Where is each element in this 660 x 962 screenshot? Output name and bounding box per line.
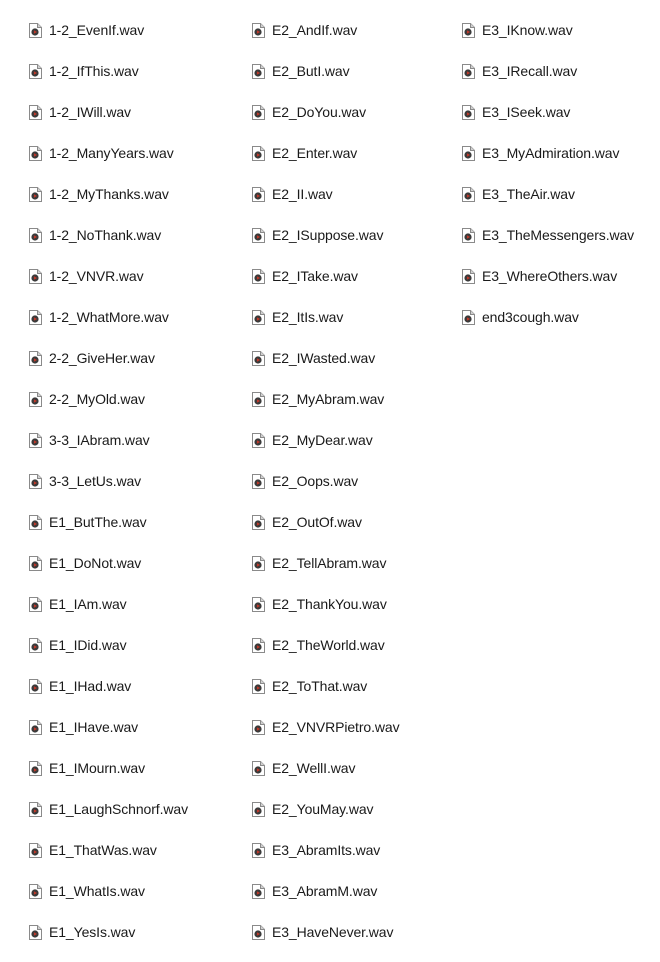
file-item[interactable] — [252, 174, 399, 215]
file-name-label: 1-2_ManyYears.wav — [49, 145, 174, 161]
wav-audio-file-icon — [252, 761, 272, 776]
file-name-label: E2_ToThat.wav — [272, 678, 368, 694]
file-item[interactable] — [462, 133, 634, 174]
wav-audio-file-icon — [29, 638, 49, 653]
file-name-label: 2-2_GiveHer.wav — [49, 350, 155, 366]
file-name-label: 1-2_MyThanks.wav — [49, 186, 169, 202]
file-item[interactable] — [29, 51, 188, 92]
file-name-label: E2_ITake.wav — [272, 268, 358, 284]
wav-audio-file-icon — [29, 310, 49, 325]
file-item[interactable] — [29, 543, 188, 584]
file-item[interactable] — [29, 912, 188, 953]
wav-audio-file-icon — [29, 392, 49, 407]
file-name-label: E2_TellAbram.wav — [272, 555, 387, 571]
file-column-2 — [252, 10, 399, 953]
file-name-label: 3-3_IAbram.wav — [49, 432, 150, 448]
file-item[interactable] — [462, 256, 634, 297]
wav-audio-file-icon — [29, 64, 49, 79]
wav-audio-file-icon — [462, 310, 482, 325]
file-name-label: E1_LaughSchnorf.wav — [49, 801, 188, 817]
file-name-label: 1-2_IfThis.wav — [49, 63, 139, 79]
file-name-label: E2_MyDear.wav — [272, 432, 373, 448]
file-item[interactable] — [252, 215, 399, 256]
file-name-label: E2_IWasted.wav — [272, 350, 376, 366]
file-name-label: E2_II.wav — [272, 186, 333, 202]
file-item[interactable] — [29, 10, 188, 51]
file-item[interactable] — [29, 502, 188, 543]
file-name-label: E2_ISuppose.wav — [272, 227, 384, 243]
wav-audio-file-icon — [29, 884, 49, 899]
wav-audio-file-icon — [252, 146, 272, 161]
file-item[interactable] — [29, 92, 188, 133]
file-name-label: E1_IAm.wav — [49, 596, 127, 612]
wav-audio-file-icon — [29, 433, 49, 448]
file-item[interactable] — [252, 584, 399, 625]
wav-audio-file-icon — [252, 310, 272, 325]
wav-audio-file-icon — [252, 679, 272, 694]
file-name-label: 1-2_NoThank.wav — [49, 227, 162, 243]
file-item[interactable] — [462, 92, 634, 133]
file-item[interactable] — [252, 502, 399, 543]
file-name-label: E2_OutOf.wav — [272, 514, 362, 530]
file-item[interactable] — [252, 789, 399, 830]
file-name-label: 2-2_MyOld.wav — [49, 391, 145, 407]
wav-audio-file-icon — [462, 269, 482, 284]
file-name-label: E1_IHad.wav — [49, 678, 132, 694]
wav-audio-file-icon — [462, 228, 482, 243]
wav-audio-file-icon — [29, 187, 49, 202]
wav-audio-file-icon — [29, 679, 49, 694]
wav-audio-file-icon — [29, 802, 49, 817]
file-name-label: E2_ButI.wav — [272, 63, 350, 79]
file-item[interactable] — [29, 625, 188, 666]
wav-audio-file-icon — [252, 843, 272, 858]
wav-audio-file-icon — [252, 228, 272, 243]
file-item[interactable] — [462, 215, 634, 256]
file-item[interactable] — [252, 871, 399, 912]
file-item[interactable] — [462, 297, 634, 338]
file-name-label: E1_IDid.wav — [49, 637, 127, 653]
file-name-label: E3_IKnow.wav — [482, 22, 573, 38]
wav-audio-file-icon — [252, 351, 272, 366]
wav-audio-file-icon — [252, 638, 272, 653]
file-item[interactable] — [29, 338, 188, 379]
file-item[interactable] — [462, 51, 634, 92]
wav-audio-file-icon — [252, 269, 272, 284]
wav-audio-file-icon — [29, 515, 49, 530]
file-item[interactable] — [252, 748, 399, 789]
wav-audio-file-icon — [29, 23, 49, 38]
file-name-label: E2_DoYou.wav — [272, 104, 367, 120]
file-name-label: E3_TheMessengers.wav — [482, 227, 635, 243]
wav-audio-file-icon — [29, 351, 49, 366]
file-item[interactable] — [29, 461, 188, 502]
wav-audio-file-icon — [462, 23, 482, 38]
file-item[interactable] — [252, 420, 399, 461]
file-name-label: E1_YesIs.wav — [49, 924, 136, 940]
wav-audio-file-icon — [252, 720, 272, 735]
wav-audio-file-icon — [252, 105, 272, 120]
wav-audio-file-icon — [29, 105, 49, 120]
file-name-label: 1-2_EvenIf.wav — [49, 22, 145, 38]
file-item[interactable] — [252, 625, 399, 666]
file-item[interactable] — [29, 789, 188, 830]
wav-audio-file-icon — [252, 64, 272, 79]
file-item[interactable] — [462, 174, 634, 215]
file-name-label: E1_IMourn.wav — [49, 760, 145, 776]
file-name-label: E3_AbramM.wav — [272, 883, 378, 899]
file-name-label: E3_AbramIts.wav — [272, 842, 381, 858]
wav-audio-file-icon — [29, 597, 49, 612]
wav-audio-file-icon — [252, 802, 272, 817]
wav-audio-file-icon — [252, 23, 272, 38]
file-item[interactable] — [252, 297, 399, 338]
file-item[interactable] — [252, 133, 399, 174]
wav-audio-file-icon — [29, 474, 49, 489]
wav-audio-file-icon — [252, 925, 272, 940]
file-item[interactable] — [29, 830, 188, 871]
wav-audio-file-icon — [252, 515, 272, 530]
file-item[interactable] — [252, 666, 399, 707]
wav-audio-file-icon — [252, 187, 272, 202]
file-name-label: E2_MyAbram.wav — [272, 391, 385, 407]
file-item[interactable] — [29, 707, 188, 748]
file-item[interactable] — [252, 338, 399, 379]
wav-audio-file-icon — [252, 433, 272, 448]
wav-audio-file-icon — [462, 187, 482, 202]
wav-audio-file-icon — [462, 64, 482, 79]
file-item[interactable] — [29, 666, 188, 707]
file-item[interactable] — [29, 256, 188, 297]
file-name-label: E2_ItIs.wav — [272, 309, 344, 325]
file-name-label: E3_MyAdmiration.wav — [482, 145, 620, 161]
file-item[interactable] — [29, 297, 188, 338]
file-item[interactable] — [29, 133, 188, 174]
wav-audio-file-icon — [29, 843, 49, 858]
file-name-label: E3_ISeek.wav — [482, 104, 571, 120]
file-item[interactable] — [462, 10, 634, 51]
file-name-label: E2_VNVRPietro.wav — [272, 719, 400, 735]
file-name-label: E1_ThatWas.wav — [49, 842, 157, 858]
file-name-label: E3_IRecall.wav — [482, 63, 578, 79]
wav-audio-file-icon — [252, 392, 272, 407]
file-item[interactable] — [29, 379, 188, 420]
file-name-label: E1_IHave.wav — [49, 719, 139, 735]
file-name-label: E1_ButThe.wav — [49, 514, 147, 530]
file-name-label: E2_Oops.wav — [272, 473, 359, 489]
wav-audio-file-icon — [29, 228, 49, 243]
file-name-label: E2_ThankYou.wav — [272, 596, 387, 612]
wav-audio-file-icon — [29, 925, 49, 940]
file-item[interactable] — [252, 379, 399, 420]
file-name-label: E2_YouMay.wav — [272, 801, 374, 817]
file-item[interactable] — [29, 215, 188, 256]
wav-audio-file-icon — [252, 556, 272, 571]
file-name-label: E3_TheAir.wav — [482, 186, 575, 202]
file-name-label: E3_HaveNever.wav — [272, 924, 394, 940]
file-column-3 — [462, 10, 634, 338]
file-name-label: E2_Enter.wav — [272, 145, 358, 161]
file-item[interactable] — [29, 871, 188, 912]
wav-audio-file-icon — [462, 146, 482, 161]
file-item[interactable] — [29, 748, 188, 789]
file-name-label: E2_AndIf.wav — [272, 22, 358, 38]
file-column-1 — [29, 10, 188, 953]
file-name-label: E3_WhereOthers.wav — [482, 268, 618, 284]
file-item[interactable] — [252, 830, 399, 871]
wav-audio-file-icon — [29, 556, 49, 571]
wav-audio-file-icon — [252, 597, 272, 612]
file-name-label: 1-2_WhatMore.wav — [49, 309, 169, 325]
file-name-label: E1_DoNot.wav — [49, 555, 142, 571]
wav-audio-file-icon — [29, 761, 49, 776]
file-name-label: 1-2_VNVR.wav — [49, 268, 144, 284]
file-item[interactable] — [29, 174, 188, 215]
file-item[interactable] — [252, 543, 399, 584]
file-name-label: E2_TheWorld.wav — [272, 637, 385, 653]
file-name-label: 1-2_IWill.wav — [49, 104, 131, 120]
file-item[interactable] — [252, 256, 399, 297]
file-name-label: E1_WhatIs.wav — [49, 883, 145, 899]
file-item[interactable] — [252, 461, 399, 502]
wav-audio-file-icon — [29, 720, 49, 735]
wav-audio-file-icon — [29, 146, 49, 161]
wav-audio-file-icon — [252, 474, 272, 489]
file-name-label: 3-3_LetUs.wav — [49, 473, 142, 489]
file-item[interactable] — [29, 420, 188, 461]
wav-audio-file-icon — [29, 269, 49, 284]
file-name-label: end3cough.wav — [482, 309, 579, 325]
file-item[interactable] — [29, 584, 188, 625]
file-name-label: E2_WellI.wav — [272, 760, 356, 776]
file-item[interactable] — [252, 10, 399, 51]
wav-audio-file-icon — [252, 884, 272, 899]
file-item[interactable] — [252, 912, 399, 953]
file-item[interactable] — [252, 51, 399, 92]
wav-audio-file-icon — [462, 105, 482, 120]
file-item[interactable] — [252, 92, 399, 133]
file-item[interactable] — [252, 707, 399, 748]
